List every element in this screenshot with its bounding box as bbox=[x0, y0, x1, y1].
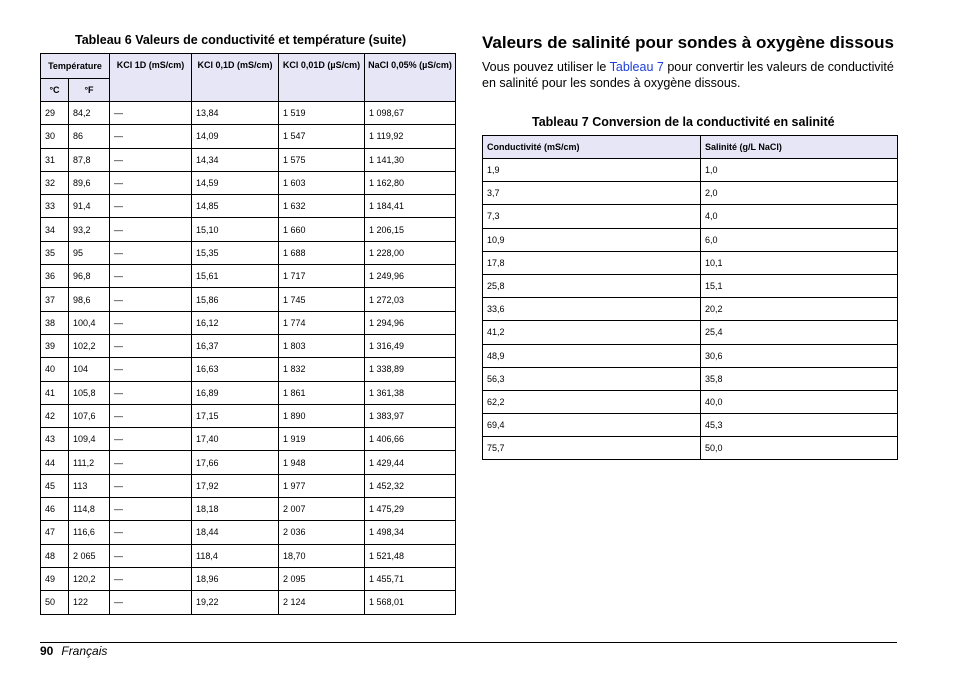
table-cell: — bbox=[110, 241, 192, 264]
table-cell: 49 bbox=[41, 567, 69, 590]
table-cell: 1,0 bbox=[701, 159, 898, 182]
table-cell: — bbox=[110, 171, 192, 194]
table-row bbox=[41, 521, 456, 544]
table-cell: 17,40 bbox=[192, 428, 279, 451]
intro-text-after: pour convertir les valeurs de conductivité en salinité pour les sondes à oxygène dissous. bbox=[482, 60, 894, 90]
table-cell: 2 036 bbox=[279, 521, 365, 544]
table-cell: 1 521,48 bbox=[365, 544, 456, 567]
table-cell: 1 575 bbox=[279, 148, 365, 171]
table-row bbox=[41, 544, 456, 567]
table-cell: 16,37 bbox=[192, 334, 279, 357]
table-cell: 33,6 bbox=[483, 298, 701, 321]
table-cell: — bbox=[110, 218, 192, 241]
table-cell: 36 bbox=[41, 265, 69, 288]
table-cell: 1 228,00 bbox=[365, 241, 456, 264]
table-row bbox=[41, 102, 456, 125]
table-cell: — bbox=[110, 265, 192, 288]
table-cell: 18,44 bbox=[192, 521, 279, 544]
conductivity-temperature-table bbox=[40, 53, 456, 615]
table-cell: 1,9 bbox=[483, 159, 701, 182]
table-row bbox=[41, 334, 456, 357]
table-cell: 122 bbox=[69, 591, 110, 614]
table-cell: 50,0 bbox=[701, 437, 898, 460]
table-row bbox=[483, 205, 898, 228]
table-row bbox=[483, 414, 898, 437]
table-cell: 1 774 bbox=[279, 311, 365, 334]
table-cell: 1 745 bbox=[279, 288, 365, 311]
table-cell: 17,8 bbox=[483, 251, 701, 274]
intro-text-before: Vous pouvez utiliser le bbox=[482, 60, 610, 74]
table-cell: 16,12 bbox=[192, 311, 279, 334]
table-row bbox=[483, 344, 898, 367]
table-cell: 1 452,32 bbox=[365, 474, 456, 497]
table-row bbox=[41, 125, 456, 148]
table-cell: — bbox=[110, 567, 192, 590]
table-cell: 95 bbox=[69, 241, 110, 264]
table-cell: 41 bbox=[41, 381, 69, 404]
table-cell: — bbox=[110, 102, 192, 125]
table-cell: 91,4 bbox=[69, 195, 110, 218]
table-cell: 1 803 bbox=[279, 334, 365, 357]
table-cell: 116,6 bbox=[69, 521, 110, 544]
table-cell: 46 bbox=[41, 498, 69, 521]
table-row bbox=[41, 381, 456, 404]
table-row bbox=[483, 182, 898, 205]
table-cell: 30,6 bbox=[701, 344, 898, 367]
table-cell: 1 919 bbox=[279, 428, 365, 451]
table-cell: 2,0 bbox=[701, 182, 898, 205]
table-cell: 32 bbox=[41, 171, 69, 194]
table-cell: 13,84 bbox=[192, 102, 279, 125]
table-cell: 10,1 bbox=[701, 251, 898, 274]
section-title: Valeurs de salinité pour sondes à oxygène dissous bbox=[482, 33, 894, 52]
table-row bbox=[41, 591, 456, 614]
table-cell: 14,34 bbox=[192, 148, 279, 171]
table-cell: 17,15 bbox=[192, 404, 279, 427]
table-cell: 96,8 bbox=[69, 265, 110, 288]
table-cell: 114,8 bbox=[69, 498, 110, 521]
table-cell: 45 bbox=[41, 474, 69, 497]
table-cell: 1 603 bbox=[279, 171, 365, 194]
table-cell: — bbox=[110, 311, 192, 334]
table-cell: 2 065 bbox=[69, 544, 110, 567]
table-row bbox=[41, 265, 456, 288]
table-cell: 40,0 bbox=[701, 390, 898, 413]
table-row bbox=[483, 159, 898, 182]
table-row bbox=[41, 195, 456, 218]
table-cell: 18,18 bbox=[192, 498, 279, 521]
table-cell: 1 475,29 bbox=[365, 498, 456, 521]
table-cell: — bbox=[110, 125, 192, 148]
table-cell: 10,9 bbox=[483, 228, 701, 251]
table-cell: 25,4 bbox=[701, 321, 898, 344]
table-cell: 17,66 bbox=[192, 451, 279, 474]
table-cell: 2 095 bbox=[279, 567, 365, 590]
table-cell: 45,3 bbox=[701, 414, 898, 437]
table-cell: 98,6 bbox=[69, 288, 110, 311]
table-cell: — bbox=[110, 521, 192, 544]
table-cell: 41,2 bbox=[483, 321, 701, 344]
table-cell: 62,2 bbox=[483, 390, 701, 413]
table-cell: — bbox=[110, 288, 192, 311]
page-number: 90 bbox=[40, 644, 54, 658]
table-row bbox=[41, 218, 456, 241]
table-cell: 1 272,03 bbox=[365, 288, 456, 311]
table-cell: 34 bbox=[41, 218, 69, 241]
table-cell: 1 383,97 bbox=[365, 404, 456, 427]
table-cell: 1 316,49 bbox=[365, 334, 456, 357]
table-cell: 7,3 bbox=[483, 205, 701, 228]
table-cell: 35 bbox=[41, 241, 69, 264]
table-row bbox=[41, 498, 456, 521]
table-row bbox=[41, 288, 456, 311]
table-cell: 100,4 bbox=[69, 311, 110, 334]
table-cell: 102,2 bbox=[69, 334, 110, 357]
table-cell: 17,92 bbox=[192, 474, 279, 497]
table-cell: — bbox=[110, 358, 192, 381]
table-cell: 20,2 bbox=[701, 298, 898, 321]
section-intro bbox=[482, 60, 897, 91]
header-kcl-1d: KCl 1D (mS/cm) bbox=[110, 54, 192, 102]
table-cell: 1 361,38 bbox=[365, 381, 456, 404]
table-cell: 14,85 bbox=[192, 195, 279, 218]
table-cell: 93,2 bbox=[69, 218, 110, 241]
table-cell: 14,09 bbox=[192, 125, 279, 148]
table-cell: — bbox=[110, 381, 192, 404]
table6-caption: Tableau 6 Valeurs de conductivité et température (suite) bbox=[75, 33, 407, 47]
table-cell: 86 bbox=[69, 125, 110, 148]
table-row bbox=[483, 321, 898, 344]
table-cell: 1 832 bbox=[279, 358, 365, 381]
table-cell: 75,7 bbox=[483, 437, 701, 460]
table-cell: — bbox=[110, 404, 192, 427]
table7-caption: Tableau 7 Conversion de la conductivité en salinité bbox=[532, 115, 835, 129]
table-cell: 33 bbox=[41, 195, 69, 218]
page-language: Français bbox=[61, 644, 108, 658]
table-cell: 42 bbox=[41, 404, 69, 427]
table-cell: 2 007 bbox=[279, 498, 365, 521]
table-cell: 1 429,44 bbox=[365, 451, 456, 474]
table-cell: 1 498,34 bbox=[365, 521, 456, 544]
table-cell: 1 660 bbox=[279, 218, 365, 241]
header-conductivity: Conductivité (mS/cm) bbox=[483, 136, 701, 159]
table-cell: 1 948 bbox=[279, 451, 365, 474]
table-cell: 15,86 bbox=[192, 288, 279, 311]
table-cell: 1 547 bbox=[279, 125, 365, 148]
table-row bbox=[483, 437, 898, 460]
table-cell: 38 bbox=[41, 311, 69, 334]
table-cell: 105,8 bbox=[69, 381, 110, 404]
header-celsius: °C bbox=[41, 79, 69, 102]
table-cell: 1 861 bbox=[279, 381, 365, 404]
table-cell: 107,6 bbox=[69, 404, 110, 427]
table-cell: 18,70 bbox=[279, 544, 365, 567]
table-row bbox=[41, 567, 456, 590]
table-cell: 1 249,96 bbox=[365, 265, 456, 288]
table-cell: 113 bbox=[69, 474, 110, 497]
header-salinity: Salinité (g/L NaCl) bbox=[701, 136, 898, 159]
table-cell: 15,10 bbox=[192, 218, 279, 241]
table-cell: 1 141,30 bbox=[365, 148, 456, 171]
table-cell: 1 206,15 bbox=[365, 218, 456, 241]
table-cell: 120,2 bbox=[69, 567, 110, 590]
table-cell: 2 124 bbox=[279, 591, 365, 614]
table-cell: — bbox=[110, 428, 192, 451]
table-cell: 1 119,92 bbox=[365, 125, 456, 148]
table-row bbox=[483, 367, 898, 390]
table-cell: 29 bbox=[41, 102, 69, 125]
table-cell: 39 bbox=[41, 334, 69, 357]
table-row bbox=[41, 171, 456, 194]
table-cell: 16,89 bbox=[192, 381, 279, 404]
table-cell: 1 519 bbox=[279, 102, 365, 125]
table-cell: 84,2 bbox=[69, 102, 110, 125]
table-row bbox=[483, 228, 898, 251]
table-cell: 118,4 bbox=[192, 544, 279, 567]
salinity-conversion-table bbox=[482, 135, 898, 460]
table-row bbox=[41, 428, 456, 451]
header-fahrenheit: °F bbox=[69, 79, 110, 102]
table-cell: — bbox=[110, 195, 192, 218]
table-cell: 1 568,01 bbox=[365, 591, 456, 614]
table-cell: 111,2 bbox=[69, 451, 110, 474]
header-kcl-01d: KCl 0,1D (mS/cm) bbox=[192, 54, 279, 102]
table-cell: 87,8 bbox=[69, 148, 110, 171]
table-cell: 1 098,67 bbox=[365, 102, 456, 125]
table-row bbox=[41, 241, 456, 264]
table-row bbox=[41, 404, 456, 427]
table-cell: — bbox=[110, 148, 192, 171]
table-cell: 30 bbox=[41, 125, 69, 148]
table-cell: — bbox=[110, 474, 192, 497]
table-cell: 1 338,89 bbox=[365, 358, 456, 381]
table-cell: — bbox=[110, 498, 192, 521]
table-row bbox=[483, 251, 898, 274]
table-cell: 18,96 bbox=[192, 567, 279, 590]
header-temperature: Température bbox=[41, 54, 110, 79]
table-cell: — bbox=[110, 591, 192, 614]
table-cell: 35,8 bbox=[701, 367, 898, 390]
table-row bbox=[483, 274, 898, 297]
table-row bbox=[483, 390, 898, 413]
table-cell: 47 bbox=[41, 521, 69, 544]
table-cell: 1 977 bbox=[279, 474, 365, 497]
table-cell: — bbox=[110, 544, 192, 567]
table-cell: 1 294,96 bbox=[365, 311, 456, 334]
table-cell: 3,7 bbox=[483, 182, 701, 205]
table-cell: 56,3 bbox=[483, 367, 701, 390]
table-cell: 89,6 bbox=[69, 171, 110, 194]
table-cell: 48 bbox=[41, 544, 69, 567]
table-cell: 31 bbox=[41, 148, 69, 171]
header-kcl-001d: KCl 0,01D (µS/cm) bbox=[279, 54, 365, 102]
table-cell: 6,0 bbox=[701, 228, 898, 251]
table-cell: 104 bbox=[69, 358, 110, 381]
table-cell: 1 632 bbox=[279, 195, 365, 218]
table-cell: 1 162,80 bbox=[365, 171, 456, 194]
table-cell: 1 717 bbox=[279, 265, 365, 288]
table-cell: 14,59 bbox=[192, 171, 279, 194]
table-cell: 15,61 bbox=[192, 265, 279, 288]
table-cell: 37 bbox=[41, 288, 69, 311]
page-footer bbox=[40, 644, 107, 658]
table-row bbox=[41, 474, 456, 497]
table-cell: 43 bbox=[41, 428, 69, 451]
table-cell: 25,8 bbox=[483, 274, 701, 297]
table-cell: 40 bbox=[41, 358, 69, 381]
header-nacl: NaCl 0,05% (µS/cm) bbox=[365, 54, 456, 102]
table-row bbox=[483, 298, 898, 321]
table-cell: 15,35 bbox=[192, 241, 279, 264]
table-cell: — bbox=[110, 334, 192, 357]
table-cell: 15,1 bbox=[701, 274, 898, 297]
table-cell: 109,4 bbox=[69, 428, 110, 451]
table-cell: 50 bbox=[41, 591, 69, 614]
footer-rule bbox=[40, 642, 897, 643]
tableau7-link[interactable]: Tableau 7 bbox=[609, 60, 664, 74]
table-cell: 69,4 bbox=[483, 414, 701, 437]
table-cell: 1 184,41 bbox=[365, 195, 456, 218]
table-cell: 1 406,66 bbox=[365, 428, 456, 451]
table-cell: 1 890 bbox=[279, 404, 365, 427]
table-row bbox=[41, 311, 456, 334]
table-row bbox=[41, 358, 456, 381]
table-cell: 4,0 bbox=[701, 205, 898, 228]
table-cell: 44 bbox=[41, 451, 69, 474]
table-cell: 16,63 bbox=[192, 358, 279, 381]
table-cell: 19,22 bbox=[192, 591, 279, 614]
table-row bbox=[41, 451, 456, 474]
table-cell: 1 455,71 bbox=[365, 567, 456, 590]
table-row bbox=[41, 148, 456, 171]
table-cell: — bbox=[110, 451, 192, 474]
table-cell: 1 688 bbox=[279, 241, 365, 264]
table-cell: 48,9 bbox=[483, 344, 701, 367]
